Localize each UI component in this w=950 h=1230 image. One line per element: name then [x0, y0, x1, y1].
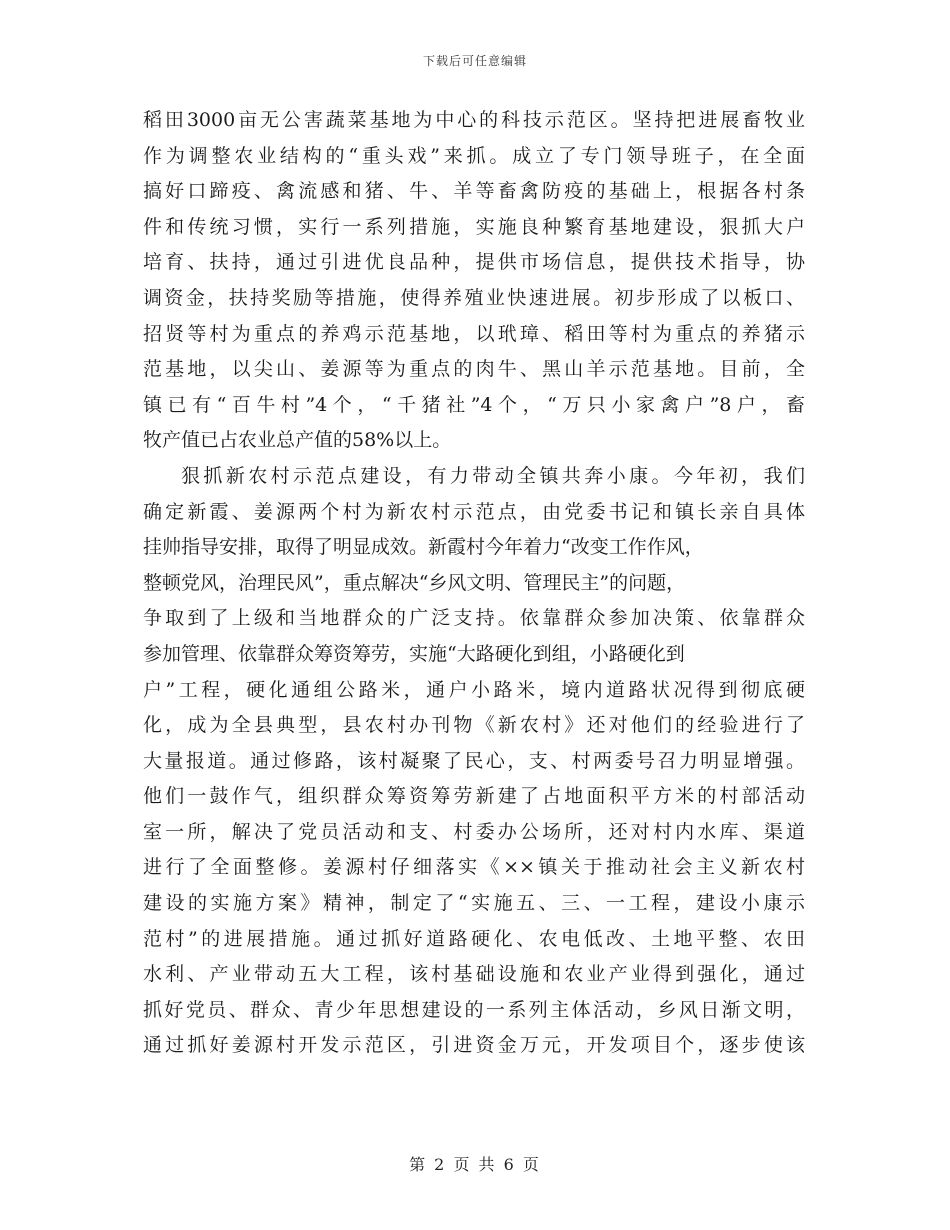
text-line: 争取到了上级和当地群众的广泛支持。依靠群众参加决策、依靠群众: [143, 607, 805, 630]
page-number: 第 2 页 共 6 页: [409, 1155, 541, 1174]
text-line: 作为调整农业结构的“重头戏”来抓。成立了专门领导班子，在全面: [143, 144, 805, 167]
text-line: 培育、扶持，通过引进优良品种，提供市场信息，提供技术指导，协: [143, 251, 805, 274]
text-line: 确定新霞、姜源两个村为新农村示范点，由党委书记和镇长亲自具体: [143, 500, 805, 523]
text-line: 通过抓好姜源村开发示范区，引进资金万元，开发项目个，逐步使该: [143, 1034, 805, 1057]
page-header: 下载后可任意编辑: [422, 54, 527, 68]
text-line: 范基地，以尖山、姜源等为重点的肉牛、黑山羊示范基地。目前，全: [143, 358, 805, 381]
text-line: 抓好党员、群众、青少年思想建设的一系列主体活动，乡风日渐文明，: [143, 998, 805, 1021]
text-line: 牧产值已占农业总产值的58%以上。: [143, 429, 452, 452]
text-line: 水利、产业带动五大工程，该村基础设施和农业产业得到强化，通过: [143, 963, 805, 986]
text-line: 他们一鼓作气，组织群众筹资筹劳新建了占地面积平方米的村部活动: [143, 785, 805, 808]
text-line: 建设的实施方案》精神，制定了“实施五、三、一工程，建设小康示: [143, 892, 805, 915]
text-line: 稻田3000亩无公害蔬菜基地为中心的科技示范区。坚持把进展畜牧业: [143, 109, 805, 131]
text-line: 镇已有“百牛村”4个，“千猪社”4个，“万只小家禽户”8户，畜: [143, 393, 805, 416]
text-line: 范村”的进展措施。通过抓好道路硬化、农电低改、土地平整、农田: [143, 927, 805, 950]
text-line: 整顿党风，治理民风”，重点解决“乡风文明、管理民主”的问题，: [143, 571, 686, 594]
text-line: 搞好口蹄疫、禽流感和猪、牛、羊等畜禽防疫的基础上，根据各村条: [143, 180, 805, 203]
text-line: 调资金，扶持奖励等措施，使得养殖业快速进展。初步形成了以板口、: [143, 286, 805, 309]
text-line: 挂帅指导安排，取得了明显成效。新霞村今年着力“改变工作作风，: [143, 536, 704, 559]
text-line: 进行了全面整修。姜源村仔细落实《××镇关于推动社会主义新农村: [143, 856, 805, 879]
text-line: 化，成为全县典型，县农村办刊物《新农村》还对他们的经验进行了: [143, 714, 805, 737]
text-line: 招贤等村为重点的养鸡示范基地，以玳璋、稻田等村为重点的养猪示: [143, 322, 805, 345]
text-line: 室一所，解决了党员活动和支、村委办公场所，还对村内水库、渠道: [143, 820, 805, 843]
text-line: 户”工程，硬化通组公路米，通户小路米，境内道路状况得到彻底硬: [143, 678, 805, 701]
text-line: 参加管理、依靠群众筹资筹劳，实施“大路硬化到组，小路硬化到: [143, 642, 685, 665]
text-line: 件和传统习惯，实行一系列措施，实施良种繁育基地建设，狠抓大户: [143, 215, 805, 238]
document-body: [143, 103, 805, 1064]
text-line: 狠抓新农村示范点建设，有力带动全镇共奔小康。今年初，我们: [181, 464, 805, 487]
text-line: 大量报道。通过修路，该村凝聚了民心，支、村两委号召力明显增强。: [143, 749, 805, 772]
